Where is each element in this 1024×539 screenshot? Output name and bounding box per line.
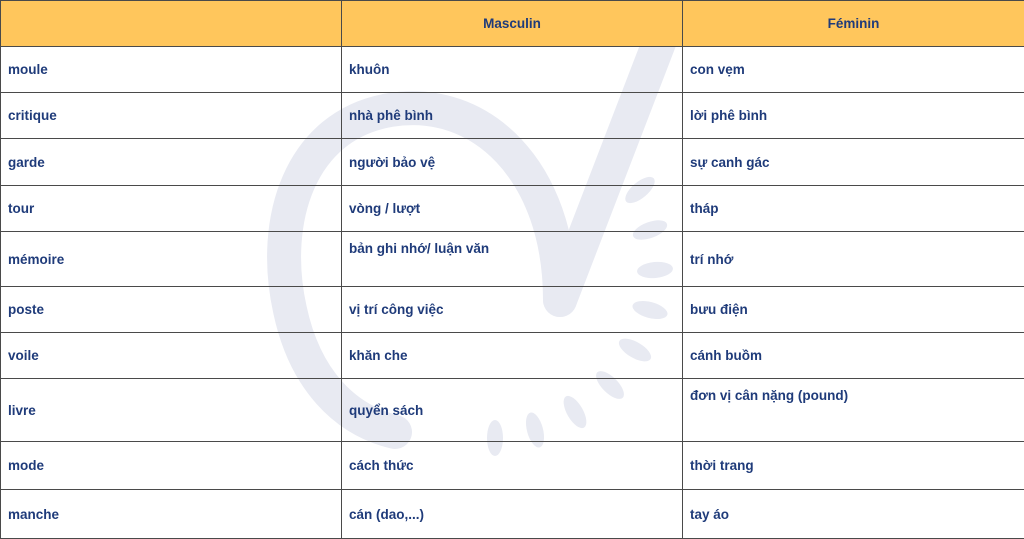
masculin-cell: bản ghi nhớ/ luận văn: [342, 232, 683, 287]
table-row: [1, 490, 1024, 539]
feminin-cell: thời trang: [683, 442, 1024, 490]
masculin-cell: cán (dao,...): [342, 490, 683, 539]
table-row: [1, 139, 1024, 186]
header-word: [1, 1, 342, 47]
word-cell: garde: [1, 139, 342, 186]
header-masculin: Masculin: [342, 1, 683, 47]
table-row: [1, 333, 1024, 379]
feminin-cell: cánh buồm: [683, 333, 1024, 379]
masculin-cell: vòng / lượt: [342, 186, 683, 232]
table-row: [1, 186, 1024, 232]
word-cell: moule: [1, 47, 342, 93]
feminin-cell: bưu điện: [683, 287, 1024, 333]
word-cell: livre: [1, 379, 342, 442]
word-cell: manche: [1, 490, 342, 539]
table-row: [1, 93, 1024, 139]
table-row: [1, 47, 1024, 93]
table-row: [1, 232, 1024, 287]
feminin-cell: đơn vị cân nặng (pound): [683, 379, 1024, 442]
masculin-cell: quyển sách: [342, 379, 683, 442]
word-cell: mémoire: [1, 232, 342, 287]
masculin-cell: vị trí công việc: [342, 287, 683, 333]
table-row: [1, 379, 1024, 442]
feminin-cell: con vẹm: [683, 47, 1024, 93]
feminin-cell: tay áo: [683, 490, 1024, 539]
masculin-cell: cách thức: [342, 442, 683, 490]
table-row: [1, 442, 1024, 490]
word-cell: critique: [1, 93, 342, 139]
feminin-cell: trí nhớ: [683, 232, 1024, 287]
table-row: [1, 287, 1024, 333]
masculin-cell: người bảo vệ: [342, 139, 683, 186]
word-cell: voile: [1, 333, 342, 379]
word-cell: poste: [1, 287, 342, 333]
feminin-cell: tháp: [683, 186, 1024, 232]
word-cell: mode: [1, 442, 342, 490]
feminin-cell: sự canh gác: [683, 139, 1024, 186]
masculin-cell: khăn che: [342, 333, 683, 379]
masculin-cell: nhà phê bình: [342, 93, 683, 139]
masculin-cell: khuôn: [342, 47, 683, 93]
word-cell: tour: [1, 186, 342, 232]
header-row: [1, 1, 1024, 47]
header-feminin: Féminin: [683, 1, 1024, 47]
feminin-cell: lời phê bình: [683, 93, 1024, 139]
